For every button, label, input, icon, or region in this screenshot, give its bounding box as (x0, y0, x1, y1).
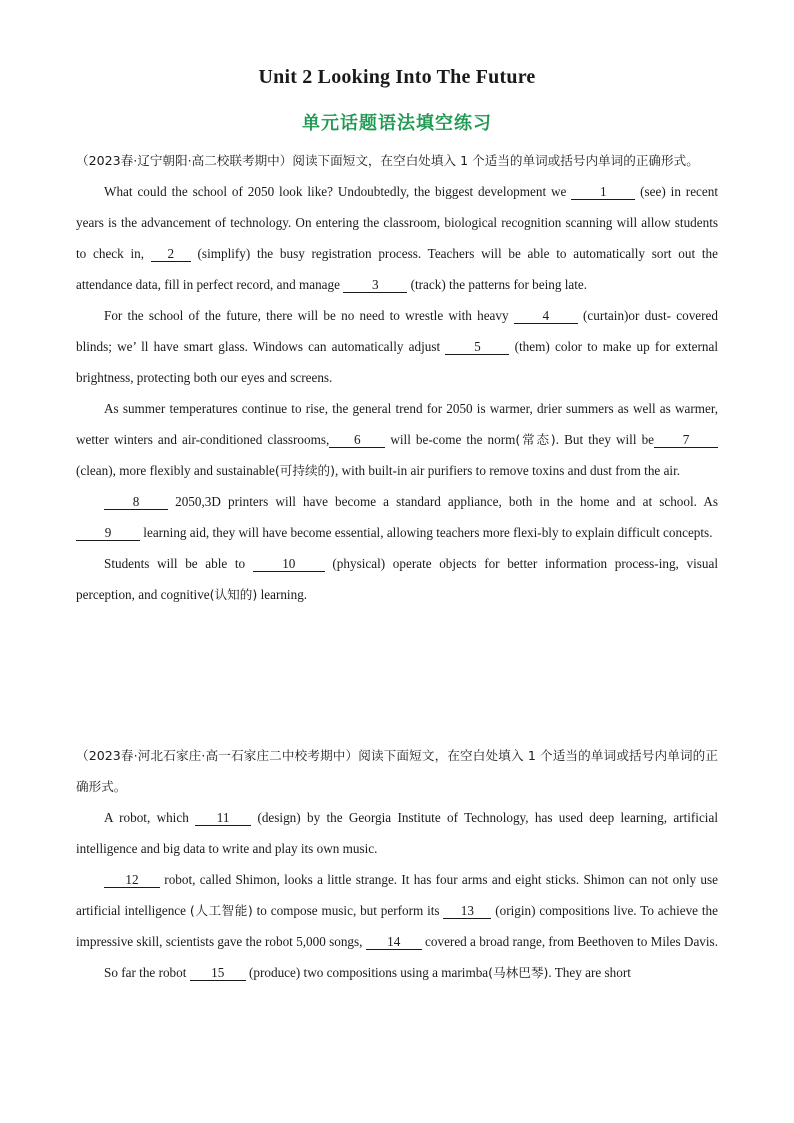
blank-10[interactable]: 10 (253, 557, 325, 572)
text-run: will be-come the norm (385, 432, 516, 447)
text-run: (track) the patterns for being late. (407, 277, 588, 292)
blank-14[interactable]: 14 (366, 935, 422, 950)
blank-11[interactable]: 11 (195, 811, 251, 826)
blank-8[interactable]: 8 (104, 495, 168, 510)
document-subtitle: 单元话题语法填空练习 (302, 113, 492, 134)
text-run: (produce) two compositions using a marimba (245, 965, 489, 980)
text-run: As summer temperatures continue to rise, the general trend for 2050 is warmer, drier summers as well as warmer, wetter winters and air-conditioned classrooms, (76, 401, 718, 447)
blank-15[interactable]: 15 (190, 966, 246, 981)
exercise-section-1 (76, 145, 718, 610)
section-2-paragraph-2 (76, 864, 718, 957)
text-run: , with built-in air purifiers to remove toxins and dust from the air. (335, 463, 681, 478)
text-run: learning. (257, 587, 308, 602)
blank-12[interactable]: 12 (104, 873, 160, 888)
section-2-paragraph-1 (76, 802, 718, 864)
section-1-intro: （2023春·辽宁朝阳·高二校联考期中）阅读下面短文，在空白处填入 1 个适当的单词或括号内单词的正确形式。 (76, 153, 699, 168)
exercise-section-2 (76, 740, 718, 988)
text-run: covered a broad range, from Beethoven to Miles Davis. (421, 934, 718, 949)
blank-13[interactable]: 13 (443, 904, 491, 919)
blank-7[interactable]: 7 (654, 433, 718, 448)
text-run: to compose music, but perform its (252, 903, 444, 918)
section-1-paragraph-4 (76, 486, 718, 548)
text-run: (physical) operate objects for better information process-ing, visual perception, and cognitive (76, 556, 718, 602)
section-1-paragraph-5 (76, 548, 718, 610)
text-run: robot, called Shimon, looks a little strange. It has four arms and eight sticks. Shimon can not only use artificial intelligence (76, 872, 718, 918)
text-run: (origin) compositions live. To achieve the impressive skill, scientists gave the robot 5,000 songs, (76, 903, 718, 949)
section-1-paragraph-3 (76, 393, 718, 486)
text-run: 2050,3D printers will have become a standard appliance, both in the home and at school. As (168, 494, 718, 509)
section-1-paragraph-2 (76, 300, 718, 393)
text-run: (see) in recent years is the advancement of technology. On entering the classroom, biological recognition scanning will allow students to check in, (76, 184, 719, 261)
blank-2[interactable]: 2 (151, 247, 191, 262)
blank-6[interactable]: 6 (329, 433, 385, 448)
text-run: (simplify) the busy registration process. Teachers will be able to automatically sort out the attendance data, fill in perfect record, and manage (76, 246, 718, 292)
text-run: (clean), more flexibly and sustainable (76, 463, 275, 478)
text-run: (them) color to make up for external brightness, protecting both our eyes and screens. (76, 339, 718, 385)
text-run: For the school of the future, there will be no need to wrestle with heavy (104, 308, 514, 323)
chinese-gloss: (常态) (515, 432, 556, 447)
chinese-gloss: (人工智能) (189, 903, 253, 918)
text-run: What could the school of 2050 look like? Undoubtedly, the biggest development we (104, 184, 572, 199)
blank-4[interactable]: 4 (514, 309, 578, 324)
section-2-paragraph-3 (76, 957, 718, 988)
text-run: . But they will be (555, 432, 655, 447)
chinese-gloss: (可持续的) (274, 463, 336, 478)
text-run: So far the robot (104, 965, 190, 980)
blank-1[interactable]: 1 (571, 185, 635, 200)
blank-5[interactable]: 5 (445, 340, 509, 355)
chinese-gloss: (马林巴琴) (488, 965, 549, 980)
text-run: (design) by the Georgia Institute of Technology, has used deep learning, artificial intelligence and big data to write and play its own music. (76, 810, 718, 856)
blank-9[interactable]: 9 (76, 526, 140, 541)
section-1-paragraph-1 (76, 176, 718, 300)
text-run: Students will be able to (104, 556, 253, 571)
chinese-gloss: (认知的) (209, 587, 258, 602)
blank-3[interactable]: 3 (343, 278, 407, 293)
section-2-intro: （2023春·河北石家庄·高一石家庄二中校考期中）阅读下面短文，在空白处填入 1 个适当的单词或括号内单词的正确形式。 (76, 748, 718, 794)
text-run: . They are short (548, 965, 631, 980)
document-title: Unit 2 Looking Into The Future (258, 66, 536, 88)
text-run: (curtain)or dust- covered blinds; we’ ll have smart glass. Windows can automatically adjust (76, 308, 718, 354)
text-run: learning aid, they will have become essential, allowing teachers more flexi-bly to explain difficult concepts. (140, 525, 713, 540)
text-run: A robot, which (104, 810, 196, 825)
